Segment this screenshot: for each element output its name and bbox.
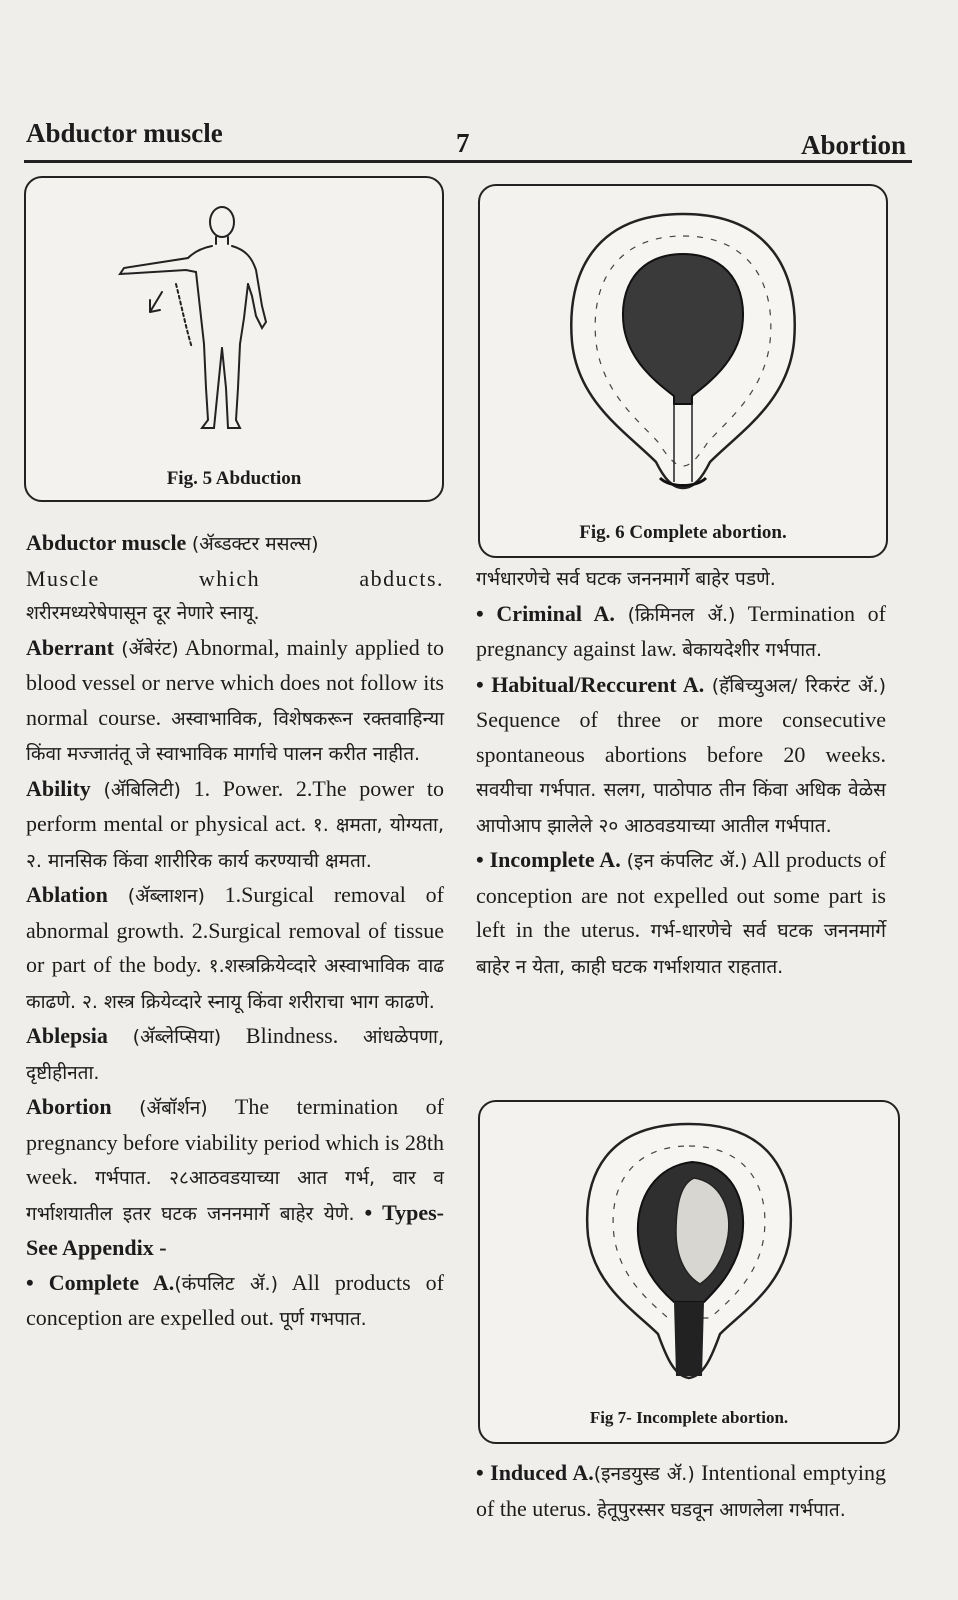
entry-pronunciation: (ॲब्डक्टर मसल्स): [191, 533, 319, 555]
right-column-lower: [476, 1456, 886, 1527]
entry-aberrant: Aberrant (ॲबेरंट) Abnormal, mainly applied to blood vessel or nerve which does not follow its normal course. अस्वाभाविक, विशेषकरून रक्तवाहिन्या किंवा मज्जातंतू जे स्वाभाविक मार्गाचे पालन करीत नाहीत.: [26, 634, 445, 765]
figure-incomplete-abortion: [478, 1100, 900, 1444]
figure-caption: Fig 7- Incomplete abortion.: [589, 1408, 789, 1427]
entry-abortion: Abortion (ॲबॉर्शन) The termination of pregnancy before viability period which is 28th week. गर्भपात. २८आठवडयाच्या आत गर्भ, वार व गर्भाशयातील इतर घटक जननमार्गे बाहेर येणे. • Types- See Appendix -: [26, 1094, 445, 1260]
figure-complete-abortion: [478, 184, 888, 558]
entry-marathi: शरीरमध्यरेषेपासून दूर नेणारे स्नायू.: [26, 602, 260, 624]
entry-complete-abortion: • Complete A.(कंपलिट ॲ.) All products of conception are expelled out. पूर्ण गभपात.: [26, 1269, 445, 1330]
header-rule: [24, 160, 912, 163]
entry-abductor-muscle: [26, 526, 444, 562]
entry-ablepsia: Ablepsia (ॲब्लेप्सिया) Blindness. आंधळेपणा, दृष्टीहीनता.: [26, 1023, 445, 1084]
page-header: [26, 112, 906, 162]
page-number: 7: [456, 128, 470, 158]
entry-induced-abortion: • Induced A.(इनडयुस्ड ॲ.) Intentional emptying of the uterus. हेतूपुरस्सर घडवून आणलेला गर्भपात.: [476, 1460, 887, 1521]
entry-ablation: Ablation (ॲब्लाशन) 1.Surgical removal of abnormal growth. 2.Surgical removal of tissue or part of the body. १.शस्त्रक्रियेव्दारे अस्वाभाविक वाढ काढणे. २. शस्त्र क्रियेव्दारे स्नायू किंवा शरीराचा भाग काढणे.: [26, 882, 445, 1013]
figure-caption: Fig. 5 Abduction: [166, 468, 302, 489]
abduction-illustration: [26, 188, 442, 458]
entry-term: Abductor muscle: [26, 530, 187, 555]
entry-complete-continuation: गर्भधारणेचे सर्व घटक जननमार्गे बाहेर पडणे.: [476, 568, 776, 590]
incomplete-abortion-illustration: [480, 1106, 898, 1396]
complete-abortion-illustration: [480, 192, 886, 512]
right-column-upper: [476, 562, 886, 984]
entry-habitual-abortion: • Habitual/Reccurent A. (हॅबिच्युअल/ रिकरंट ॲ.) Sequence of three or more consecutive spontaneous abortions before 20 weeks. सवयीचा गर्भपात. सलग, पाठोपाठ तीन किंवा अधिक वेळेस आपोआप झालेले २० आठवडयाच्या आतील गर्भपात.: [476, 671, 887, 837]
figure-abduction: [24, 176, 444, 502]
figure-caption: Fig. 6 Complete abortion.: [579, 522, 787, 543]
header-guide-word-left: Abductor muscle: [26, 118, 223, 148]
entry-ability: Ability (ॲबिलिटी) 1. Power. 2.The power to perform mental or physical act. १. क्षमता, योग्यता, २. मानसिक किंवा शारीरिक कार्य करण्याची क्षमता.: [26, 775, 445, 872]
entry-criminal-abortion: • Criminal A. (क्रिमिनल ॲ.) Termination of pregnancy against law. बेकायदेशीर गर्भपात.: [476, 600, 886, 661]
entry-definition: Muscle which abducts.: [26, 565, 445, 591]
types-reference: • Types- See Appendix -: [26, 1199, 445, 1260]
entry-incomplete-abortion: • Incomplete A. (इन कंपलिट ॲ.) All products of conception are not expelled out some part is left in the uterus. गर्भ-धारणेचे सर्व घटक जननमार्गे बाहेर न येता, काही घटक गर्भाशयात राहतात.: [476, 847, 887, 978]
header-guide-word-right: Abortion: [800, 130, 906, 160]
left-column: [26, 526, 444, 1337]
